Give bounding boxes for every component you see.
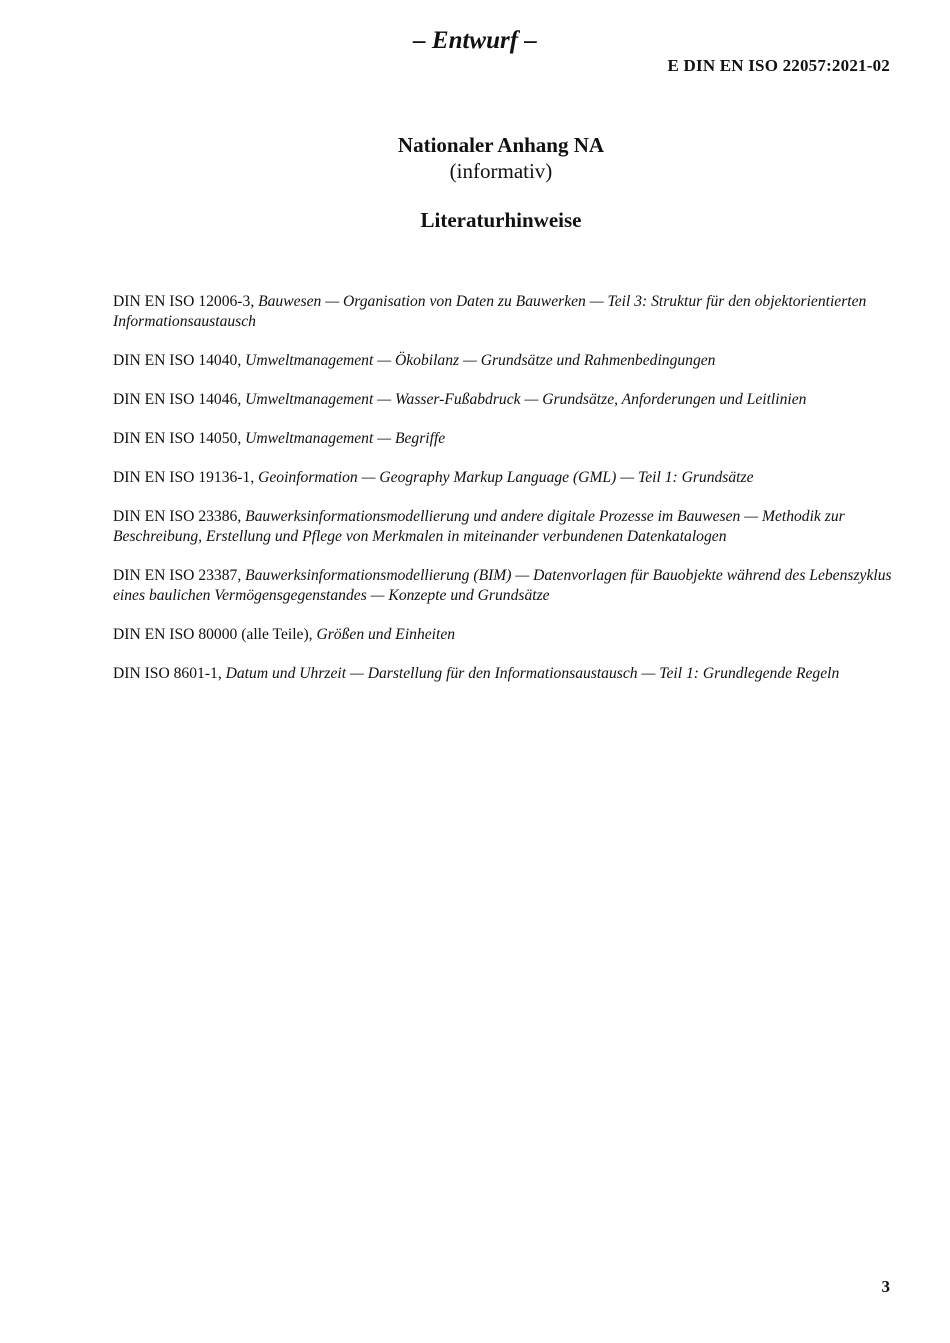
reference-title: Bauwerksinformationsmodellierung und andere digitale Prozesse im Bauwesen — Methodik zur Beschreibung, Erstellung und Pflege von Merkmalen in miteinander verbundenen Datenkatalogen: [113, 508, 845, 545]
reference-number: DIN EN ISO 14050: [113, 430, 238, 447]
reference-number: DIN EN ISO 12006-3: [113, 293, 251, 310]
page-number: 3: [881, 1277, 890, 1296]
bibliography-list: [113, 292, 898, 703]
bibliography-entry: DIN EN ISO 19136-1, Geoinformation — Geography Markup Language (GML) — Teil 1: Grundsätze: [113, 469, 754, 486]
bibliography-entry: DIN EN ISO 23386, Bauwerksinformationsmodellierung und andere digitale Prozesse im Bauwesen — Methodik zur Beschreibung, Erstellung und Pflege von Merkmalen in miteinander verbundenen Datenkatalogen: [113, 508, 845, 545]
bibliography-entry: DIN ISO 8601-1, Datum und Uhrzeit — Darstellung für den Informationsaustausch — Teil 1: Grundlegende Regeln: [113, 665, 840, 682]
reference-title: Datum und Uhrzeit — Darstellung für den Informationsaustausch — Teil 1: Grundlegende Regeln: [225, 665, 840, 682]
reference-title: Umweltmanagement — Ökobilanz — Grundsätze und Rahmenbedingungen: [245, 352, 716, 369]
reference-number: DIN EN ISO 14040: [113, 352, 238, 369]
bibliography-entry: DIN EN ISO 14040, Umweltmanagement — Ökobilanz — Grundsätze und Rahmenbedingungen: [113, 352, 716, 369]
annex-title: Nationaler Anhang NA: [397, 133, 605, 157]
reference-number: DIN EN ISO 19136-1: [113, 469, 251, 486]
draft-mark: – Entwurf –: [413, 27, 537, 54]
reference-title: Bauwerksinformationsmodellierung (BIM) — Datenvorlagen für Bauobjekte während des Lebenszyklus eines baulichen Vermögensgegenstandes — Konzepte und Grundsätze: [113, 567, 892, 604]
reference-title: Umweltmanagement — Begriffe: [245, 430, 446, 447]
document-id: E DIN EN ISO 22057:2021-02: [667, 56, 890, 75]
reference-title: Größen und Einheiten: [316, 626, 456, 643]
bibliography-entry: DIN EN ISO 23387, Bauwerksinformationsmodellierung (BIM) — Datenvorlagen für Bauobjekte während des Lebenszyklus eines baulichen Vermögensgegenstandes — Konzepte und Grundsätze: [113, 567, 892, 604]
bibliography-entry: DIN EN ISO 14050, Umweltmanagement — Begriffe: [113, 430, 446, 447]
reference-number: DIN EN ISO 14046: [113, 391, 238, 408]
annex-subtitle: (informativ): [449, 159, 553, 183]
reference-title: Bauwesen — Organisation von Daten zu Bauwerken — Teil 3: Struktur für den objektorientierten Informationsaustausch: [113, 293, 867, 330]
reference-title: Umweltmanagement — Wasser-Fußabdruck — Grundsätze, Anforderungen und Leitlinien: [245, 391, 807, 408]
bibliography-entry: DIN EN ISO 14046, Umweltmanagement — Wasser-Fußabdruck — Grundsätze, Anforderungen und Leitlinien: [113, 391, 807, 408]
reference-number: DIN EN ISO 80000 (alle Teile): [113, 626, 309, 643]
reference-number: DIN ISO 8601-1: [113, 665, 218, 682]
bibliography-entry: DIN EN ISO 80000 (alle Teile), Größen und Einheiten: [113, 626, 456, 643]
section-title: Literaturhinweise: [420, 208, 582, 232]
reference-title: Geoinformation — Geography Markup Language (GML) — Teil 1: Grundsätze: [258, 469, 754, 486]
reference-number: DIN EN ISO 23386: [113, 508, 238, 525]
bibliography-entry: DIN EN ISO 12006-3, Bauwesen — Organisation von Daten zu Bauwerken — Teil 3: Struktur für den objektorientierten Informationsaustausch: [113, 293, 867, 330]
reference-number: DIN EN ISO 23387: [113, 567, 238, 584]
